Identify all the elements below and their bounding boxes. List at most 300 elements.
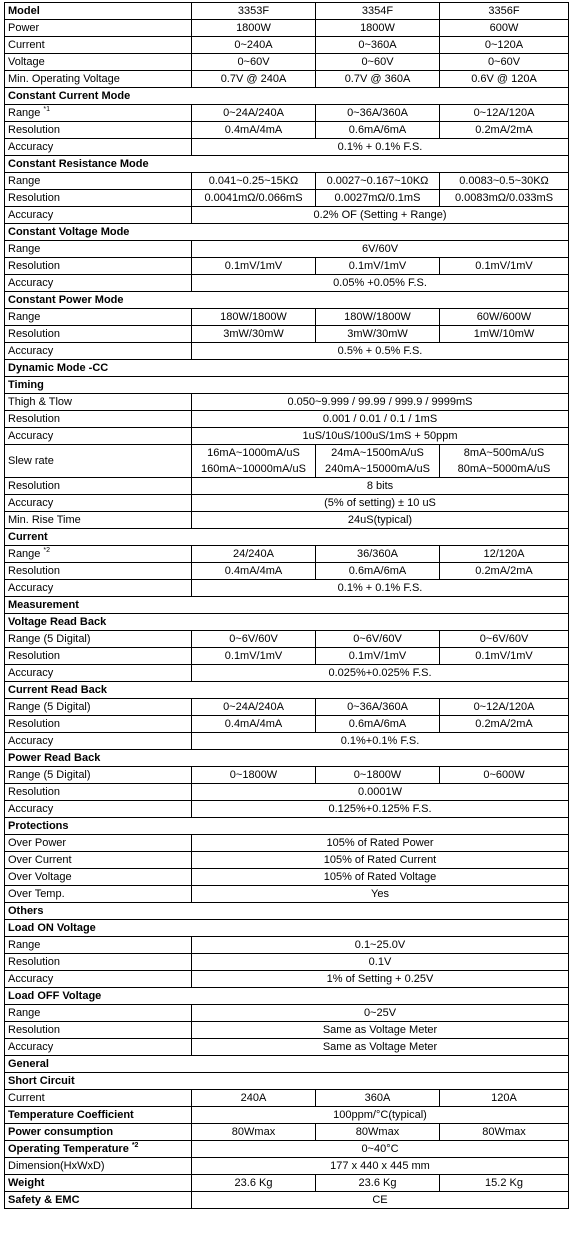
parameter-label: Accuracy [8, 430, 54, 442]
parameter-cell [5, 54, 192, 71]
section-row [5, 156, 569, 173]
parameter-cell [5, 1090, 192, 1107]
parameter-cell [5, 309, 192, 326]
value-cell: 0~60V [440, 54, 569, 71]
parameter-label: Slew rate [8, 455, 54, 467]
parameter-cell [5, 852, 192, 869]
value-cell: 0.4mA/4mA [192, 563, 316, 580]
parameter-cell [5, 801, 192, 818]
table-row [5, 1124, 569, 1141]
section-title [5, 597, 569, 614]
parameter-cell [5, 207, 192, 224]
value-cell-spanning: 8 bits [192, 478, 569, 495]
parameter-label: Resolution [8, 260, 60, 272]
parameter-cell [5, 648, 192, 665]
section-row [5, 529, 569, 546]
spec-table [4, 2, 569, 1209]
value-cell: 0.041~0.25~15KΩ [192, 173, 316, 190]
parameter-cell [5, 971, 192, 988]
parameter-label: Resolution [8, 650, 60, 662]
parameter-cell [5, 478, 192, 495]
section-row [5, 597, 569, 614]
value-cell: 0~36A/360A [316, 105, 440, 122]
value-cell: 0~120A [440, 37, 569, 54]
section-title-text: Load ON Voltage [8, 922, 96, 934]
section-title-text: Short Circuit [8, 1075, 75, 1087]
value-cell: 0.2mA/2mA [440, 122, 569, 139]
parameter-label: Over Voltage [8, 871, 72, 883]
table-row [5, 665, 569, 682]
parameter-label: Min. Operating Voltage [8, 73, 120, 85]
parameter-cell [5, 1124, 192, 1141]
table-row [5, 394, 569, 411]
parameter-cell [5, 699, 192, 716]
section-title-text: Current [8, 531, 48, 543]
parameter-label: Over Power [8, 837, 67, 849]
value-cell: 0.6mA/6mA [316, 563, 440, 580]
value-cell: 0.7V @ 240A [192, 71, 316, 88]
value-cell: 0~6V/60V [316, 631, 440, 648]
value-cell: 0~1800W [192, 767, 316, 784]
footnote-marker: *2 [131, 1142, 139, 1149]
value-cell: 0.6mA/6mA [316, 716, 440, 733]
table-row [5, 971, 569, 988]
table-header-row [5, 3, 569, 20]
section-title-text: Protections [8, 820, 69, 832]
table-row [5, 20, 569, 37]
value-cell-spanning: 0.5% + 0.5% F.S. [192, 343, 569, 360]
parameter-cell [5, 869, 192, 886]
table-row [5, 190, 569, 207]
table-row [5, 801, 569, 818]
section-row [5, 988, 569, 1005]
value-cell: 0.0083~0.5~30KΩ [440, 173, 569, 190]
value-cell-spanning: 0.001 / 0.01 / 0.1 / 1mS [192, 411, 569, 428]
table-row [5, 139, 569, 156]
parameter-cell [5, 631, 192, 648]
section-row [5, 818, 569, 835]
value-cell: 180W/1800W [316, 309, 440, 326]
table-row [5, 512, 569, 529]
parameter-cell [5, 512, 192, 529]
value-cell: 0~6V/60V [192, 631, 316, 648]
parameter-label: Range [8, 939, 41, 951]
value-cell-spanning: 1uS/10uS/100uS/1mS + 50ppm [192, 428, 569, 445]
table-row [5, 767, 569, 784]
table-row [5, 37, 569, 54]
table-row [5, 1090, 569, 1107]
parameter-label: Range [8, 548, 41, 560]
table-row [5, 1022, 569, 1039]
value-cell-spanning: 105% of Rated Voltage [192, 869, 569, 886]
parameter-cell [5, 1141, 192, 1158]
table-row [5, 1141, 569, 1158]
table-row [5, 207, 569, 224]
value-cell-spanning: 0.1V [192, 954, 569, 971]
parameter-label: Resolution [8, 124, 60, 136]
table-row [5, 1039, 569, 1056]
table-row [5, 71, 569, 88]
value-line: 16mA~1000mA/uS [207, 447, 300, 459]
value-cell: 24/240A [192, 546, 316, 563]
parameter-label: Safety & EMC [8, 1194, 80, 1206]
value-cell: 23.6 Kg [192, 1175, 316, 1192]
section-row [5, 360, 569, 377]
value-cell: 0.6V @ 120A [440, 71, 569, 88]
table-row [5, 699, 569, 716]
parameter-cell [5, 411, 192, 428]
table-row [5, 631, 569, 648]
parameter-cell [5, 394, 192, 411]
value-cell: 36/360A [316, 546, 440, 563]
parameter-cell [5, 733, 192, 750]
table-row [5, 869, 569, 886]
parameter-label: Accuracy [8, 667, 54, 679]
parameter-label: Temperature Coefficient [8, 1109, 134, 1121]
value-cell-spanning: 177 x 440 x 445 mm [192, 1158, 569, 1175]
section-row [5, 903, 569, 920]
value-line: 80mA~5000mA/uS [457, 463, 551, 475]
value-cell: 0.1mV/1mV [192, 648, 316, 665]
footnote-marker: *2 [43, 547, 51, 554]
table-row [5, 937, 569, 954]
value-line: 24mA~1500mA/uS [331, 447, 424, 459]
table-row [5, 1158, 569, 1175]
value-cell: 60W/600W [440, 309, 569, 326]
parameter-cell [5, 326, 192, 343]
parameter-label: Range [8, 107, 41, 119]
value-cell: 0~36A/360A [316, 699, 440, 716]
value-cell: 0~600W [440, 767, 569, 784]
value-cell: 12/120A [440, 546, 569, 563]
parameter-cell [5, 139, 192, 156]
value-cell-spanning: Same as Voltage Meter [192, 1022, 569, 1039]
value-cell-spanning: 105% of Rated Current [192, 852, 569, 869]
section-title-text: General [8, 1058, 49, 1070]
parameter-cell [5, 1175, 192, 1192]
table-row [5, 1175, 569, 1192]
section-title-text: Constant Voltage Mode [8, 226, 130, 238]
parameter-cell [5, 241, 192, 258]
section-title [5, 682, 569, 699]
parameter-cell [5, 190, 192, 207]
section-title [5, 360, 569, 377]
table-row [5, 954, 569, 971]
section-title [5, 920, 569, 937]
parameter-cell [5, 343, 192, 360]
model-name: 3356F [440, 3, 569, 20]
value-cell: 240A [192, 1090, 316, 1107]
section-row [5, 224, 569, 241]
section-title [5, 156, 569, 173]
table-row [5, 326, 569, 343]
parameter-cell [5, 445, 192, 478]
parameter-cell [5, 665, 192, 682]
parameter-label: Range (5 Digital) [8, 633, 91, 645]
section-row [5, 292, 569, 309]
section-title [5, 292, 569, 309]
value-cell-spanning: CE [192, 1192, 569, 1209]
value-cell: 360A [316, 1090, 440, 1107]
section-title [5, 988, 569, 1005]
value-cell: 15.2 Kg [440, 1175, 569, 1192]
value-cell-spanning: 0.0001W [192, 784, 569, 801]
section-title [5, 614, 569, 631]
parameter-label: Power [8, 22, 40, 34]
parameter-cell [5, 580, 192, 597]
parameter-cell [5, 258, 192, 275]
parameter-cell [5, 122, 192, 139]
parameter-cell [5, 495, 192, 512]
parameter-cell [5, 835, 192, 852]
value-cell: 0~240A [192, 37, 316, 54]
parameter-label: Accuracy [8, 973, 54, 985]
value-line: 8mA~500mA/uS [463, 447, 545, 459]
parameter-label: Thigh & Tlow [8, 396, 72, 408]
section-title-text: Dynamic Mode -CC [8, 362, 109, 374]
table-row [5, 258, 569, 275]
value-cell: 23.6 Kg [316, 1175, 440, 1192]
parameter-cell [5, 71, 192, 88]
value-cell-spanning: 100ppm/°C(typical) [192, 1107, 569, 1124]
parameter-cell [5, 954, 192, 971]
parameter-cell [5, 784, 192, 801]
parameter-label: Resolution [8, 956, 60, 968]
parameter-label: Accuracy [8, 141, 54, 153]
table-row [5, 563, 569, 580]
value-cell: 0.6mA/6mA [316, 122, 440, 139]
parameter-label: Operating Temperature [8, 1143, 129, 1155]
parameter-cell [5, 1107, 192, 1124]
table-row [5, 716, 569, 733]
value-cell: 0.1mV/1mV [440, 648, 569, 665]
value-cell: 0.1mV/1mV [316, 648, 440, 665]
parameter-cell [5, 1192, 192, 1209]
value-cell: 0.4mA/4mA [192, 122, 316, 139]
parameter-label: Resolution [8, 786, 60, 798]
parameter-cell [5, 1039, 192, 1056]
parameter-cell [5, 546, 192, 563]
value-line: 160mA~10000mA/uS [201, 463, 306, 475]
parameter-label: Resolution [8, 565, 60, 577]
section-title-text: Others [8, 905, 44, 917]
value-cell-spanning: 0.2% OF (Setting + Range) [192, 207, 569, 224]
value-cell-spanning: (5% of setting) ± 10 uS [192, 495, 569, 512]
table-row [5, 241, 569, 258]
section-title-text: Constant Power Mode [8, 294, 124, 306]
value-cell: 0.2mA/2mA [440, 563, 569, 580]
parameter-label: Accuracy [8, 345, 54, 357]
value-cell: 0.0083mΩ/0.033mS [440, 190, 569, 207]
parameter-label: Accuracy [8, 582, 54, 594]
parameter-label: Range (5 Digital) [8, 769, 91, 781]
table-row [5, 122, 569, 139]
parameter-label: Over Temp. [8, 888, 65, 900]
section-title-text: Voltage Read Back [8, 616, 107, 628]
section-row [5, 88, 569, 105]
section-title [5, 377, 569, 394]
parameter-label: Resolution [8, 328, 60, 340]
value-cell-spanning: 0.125%+0.125% F.S. [192, 801, 569, 818]
parameter-label: Current [8, 39, 45, 51]
value-cell-spanning: 0.050~9.999 / 99.99 / 999.9 / 9999mS [192, 394, 569, 411]
value-cell: 0.2mA/2mA [440, 716, 569, 733]
section-title [5, 88, 569, 105]
value-cell-spanning: 0.05% +0.05% F.S. [192, 275, 569, 292]
section-row [5, 920, 569, 937]
parameter-cell [5, 886, 192, 903]
value-cell: 0.0027mΩ/0.1mS [316, 190, 440, 207]
value-cell [192, 445, 316, 478]
table-row [5, 411, 569, 428]
parameter-label: Accuracy [8, 497, 54, 509]
model-label: Model [5, 3, 192, 20]
value-cell: 0~24A/240A [192, 105, 316, 122]
table-row [5, 1005, 569, 1022]
parameter-label: Resolution [8, 1024, 60, 1036]
table-row [5, 546, 569, 563]
table-row [5, 105, 569, 122]
value-cell: 0.7V @ 360A [316, 71, 440, 88]
value-cell: 80Wmax [440, 1124, 569, 1141]
value-cell: 1mW/10mW [440, 326, 569, 343]
section-title [5, 903, 569, 920]
table-row [5, 478, 569, 495]
table-row [5, 648, 569, 665]
parameter-label: Accuracy [8, 803, 54, 815]
value-line: 240mA~15000mA/uS [325, 463, 430, 475]
parameter-cell [5, 37, 192, 54]
parameter-label: Weight [8, 1177, 45, 1189]
table-row [5, 886, 569, 903]
parameter-label: Accuracy [8, 1041, 54, 1053]
table-row [5, 445, 569, 478]
section-title-text: Constant Resistance Mode [8, 158, 149, 170]
parameter-cell [5, 767, 192, 784]
parameter-label: Range [8, 311, 41, 323]
parameter-cell [5, 1022, 192, 1039]
value-cell: 0~360A [316, 37, 440, 54]
value-cell-spanning: 24uS(typical) [192, 512, 569, 529]
section-title [5, 750, 569, 767]
section-title [5, 1056, 569, 1073]
value-cell: 0~24A/240A [192, 699, 316, 716]
value-cell-spanning: 0.1%+0.1% F.S. [192, 733, 569, 750]
section-title [5, 818, 569, 835]
value-cell: 3mW/30mW [316, 326, 440, 343]
value-cell: 0.1mV/1mV [440, 258, 569, 275]
table-row [5, 275, 569, 292]
section-row [5, 682, 569, 699]
parameter-label: Resolution [8, 192, 60, 204]
section-row [5, 750, 569, 767]
value-cell-spanning: 0~25V [192, 1005, 569, 1022]
section-title-text: Load OFF Voltage [8, 990, 102, 1002]
parameter-cell [5, 275, 192, 292]
parameter-label: Accuracy [8, 209, 54, 221]
table-row [5, 495, 569, 512]
parameter-cell [5, 428, 192, 445]
section-title-text: Timing [8, 379, 44, 391]
table-row [5, 733, 569, 750]
value-cell-spanning: 0.1% + 0.1% F.S. [192, 139, 569, 156]
value-cell: 0~1800W [316, 767, 440, 784]
section-title-text: Measurement [8, 599, 79, 611]
value-cell: 0~12A/120A [440, 105, 569, 122]
value-cell: 600W [440, 20, 569, 37]
value-cell: 0~12A/120A [440, 699, 569, 716]
section-row [5, 1073, 569, 1090]
table-row [5, 1107, 569, 1124]
value-cell: 0.1mV/1mV [316, 258, 440, 275]
parameter-cell [5, 105, 192, 122]
value-cell: 1800W [192, 20, 316, 37]
table-row [5, 784, 569, 801]
value-cell: 0~60V [316, 54, 440, 71]
value-cell: 0~60V [192, 54, 316, 71]
parameter-label: Resolution [8, 480, 60, 492]
value-cell-spanning: Same as Voltage Meter [192, 1039, 569, 1056]
value-cell-spanning: Yes [192, 886, 569, 903]
parameter-label: Accuracy [8, 735, 54, 747]
section-title [5, 1073, 569, 1090]
value-cell [440, 445, 569, 478]
parameter-label: Range [8, 1007, 41, 1019]
value-cell: 80Wmax [316, 1124, 440, 1141]
footnote-marker: *1 [43, 106, 51, 113]
parameter-label: Power consumption [8, 1126, 114, 1138]
table-row [5, 173, 569, 190]
value-cell: 0~6V/60V [440, 631, 569, 648]
parameter-label: Current [8, 1092, 45, 1104]
parameter-cell [5, 1005, 192, 1022]
value-cell-spanning: 105% of Rated Power [192, 835, 569, 852]
parameter-cell [5, 716, 192, 733]
parameter-label: Voltage [8, 56, 45, 68]
section-row [5, 1056, 569, 1073]
value-cell: 0.0027~0.167~10KΩ [316, 173, 440, 190]
value-cell: 80Wmax [192, 1124, 316, 1141]
parameter-label: Resolution [8, 413, 60, 425]
section-row [5, 614, 569, 631]
value-cell-spanning: 0~40°C [192, 1141, 569, 1158]
parameter-label: Range (5 Digital) [8, 701, 91, 713]
parameter-cell [5, 563, 192, 580]
section-title [5, 224, 569, 241]
section-title [5, 529, 569, 546]
section-row [5, 377, 569, 394]
table-row [5, 343, 569, 360]
table-row [5, 835, 569, 852]
parameter-label: Accuracy [8, 277, 54, 289]
parameter-label: Dimension(HxWxD) [8, 1160, 105, 1172]
table-row [5, 54, 569, 71]
parameter-label: Range [8, 243, 41, 255]
value-cell: 1800W [316, 20, 440, 37]
table-row [5, 580, 569, 597]
parameter-cell [5, 937, 192, 954]
value-cell: 0.4mA/4mA [192, 716, 316, 733]
parameter-label: Over Current [8, 854, 72, 866]
parameter-cell [5, 173, 192, 190]
section-title-text: Constant Current Mode [8, 90, 131, 102]
parameter-cell [5, 20, 192, 37]
value-cell: 120A [440, 1090, 569, 1107]
parameter-cell [5, 1158, 192, 1175]
value-cell [316, 445, 440, 478]
parameter-label: Resolution [8, 718, 60, 730]
table-row [5, 1192, 569, 1209]
